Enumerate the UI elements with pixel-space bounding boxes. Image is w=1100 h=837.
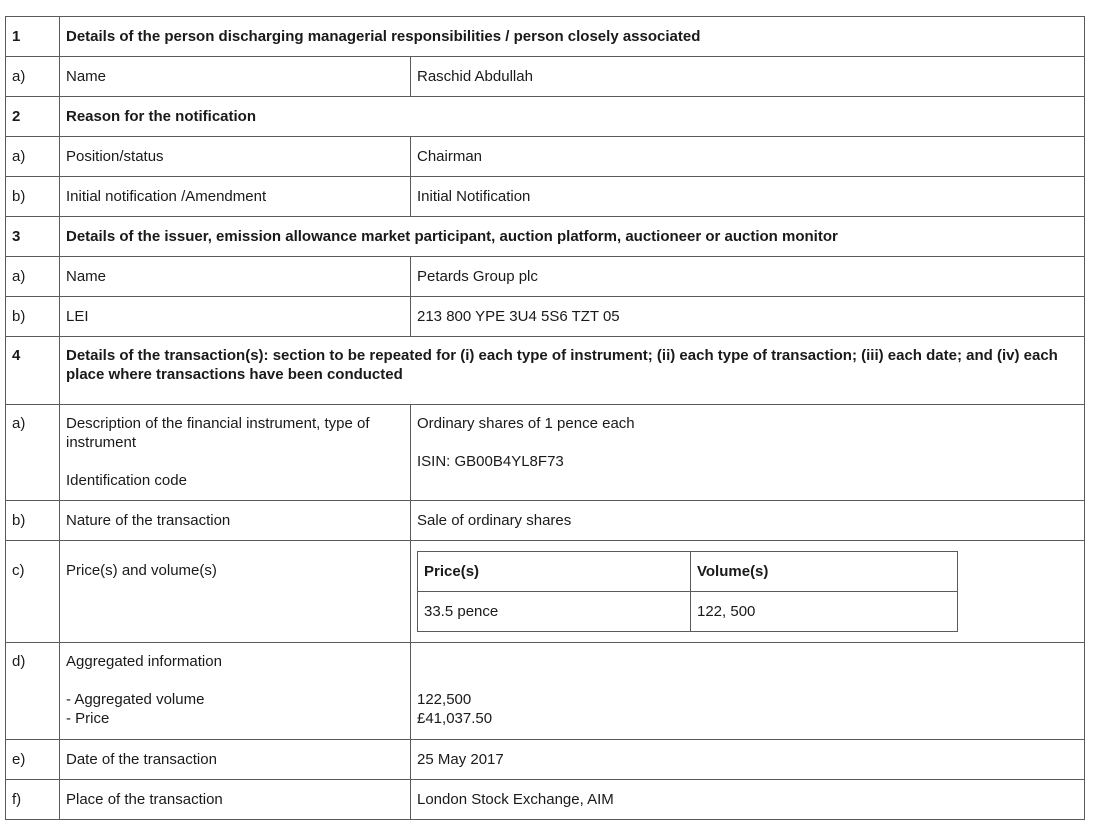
row-label: Nature of the transaction [60, 501, 411, 541]
row-value: 25 May 2017 [411, 740, 1085, 780]
row-letter: a) [6, 57, 60, 97]
aggregated-volume-label: - Aggregated volume [66, 691, 205, 708]
aggregated-information-label: Aggregated information [66, 653, 222, 670]
section-title: Details of the transaction(s): section to be repeated for (i) each type of instrument; (ii) each type of transaction; (iii) each date; and (iv) each place where transactions have been conducted [60, 337, 1085, 405]
aggregated-volume-value: 122,500 [417, 691, 472, 708]
section-number: 2 [6, 97, 60, 137]
instrument-description-label: Description of the financial instrument, type of instrument [66, 415, 370, 451]
identification-code-label: Identification code [66, 472, 187, 489]
section-1-header [6, 17, 1085, 57]
section-number: 3 [6, 217, 60, 257]
section-4-header [6, 337, 1085, 405]
row-value: Raschid Abdullah [411, 57, 1085, 97]
section-title: Details of the issuer, emission allowance market participant, auction platform, auctioneer or auction monitor [60, 217, 1085, 257]
row-letter: d) [6, 643, 60, 740]
instrument-description-value: Ordinary shares of 1 pence each [417, 415, 635, 432]
row-3b-lei [6, 297, 1085, 337]
row-value: Petards Group plc [411, 257, 1085, 297]
row-label: Date of the transaction [60, 740, 411, 780]
section-title: Details of the person discharging managerial responsibilities / person closely associated [60, 17, 1085, 57]
row-4e-date [6, 740, 1085, 780]
row-value: Sale of ordinary shares [411, 501, 1085, 541]
price-volume-data-row [418, 592, 958, 632]
row-letter: e) [6, 740, 60, 780]
row-letter: f) [6, 780, 60, 820]
row-2a-position [6, 137, 1085, 177]
row-4d-aggregated [6, 643, 1085, 740]
price-volume-table [417, 551, 958, 632]
row-letter: b) [6, 501, 60, 541]
price-header: Price(s) [418, 552, 691, 592]
row-letter: a) [6, 405, 60, 501]
row-label: Price(s) and volume(s) [60, 541, 411, 643]
row-4a-instrument [6, 405, 1085, 501]
row-label: LEI [60, 297, 411, 337]
row-letter: a) [6, 137, 60, 177]
row-label: Name [60, 57, 411, 97]
row-letter: b) [6, 177, 60, 217]
volume-header: Volume(s) [691, 552, 958, 592]
pdmr-notification-table [5, 16, 1085, 820]
row-value: 213 800 YPE 3U4 5S6 TZT 05 [411, 297, 1085, 337]
row-label: Name [60, 257, 411, 297]
section-3-header [6, 217, 1085, 257]
row-label: Initial notification /Amendment [60, 177, 411, 217]
row-value: London Stock Exchange, AIM [411, 780, 1085, 820]
row-letter: a) [6, 257, 60, 297]
section-number: 4 [6, 337, 60, 405]
aggregated-price-value: £41,037.50 [417, 710, 493, 727]
section-number: 1 [6, 17, 60, 57]
row-value: Chairman [411, 137, 1085, 177]
row-letter: b) [6, 297, 60, 337]
section-2-header [6, 97, 1085, 137]
row-4b-nature [6, 501, 1085, 541]
row-letter: c) [6, 541, 60, 643]
price-volume-header-row [418, 552, 958, 592]
section-title: Reason for the notification [60, 97, 1085, 137]
row-4f-place [6, 780, 1085, 820]
volume-value: 122, 500 [691, 592, 958, 632]
row-label: Position/status [60, 137, 411, 177]
row-1a-name [6, 57, 1085, 97]
aggregated-price-label: - Price [66, 710, 110, 727]
identification-code-value: ISIN: GB00B4YL8F73 [417, 453, 564, 470]
price-value: 33.5 pence [418, 592, 691, 632]
row-2b-notification [6, 177, 1085, 217]
row-label: Place of the transaction [60, 780, 411, 820]
row-4c-price-volume [6, 541, 1085, 643]
row-3a-issuer-name [6, 257, 1085, 297]
row-value: Initial Notification [411, 177, 1085, 217]
